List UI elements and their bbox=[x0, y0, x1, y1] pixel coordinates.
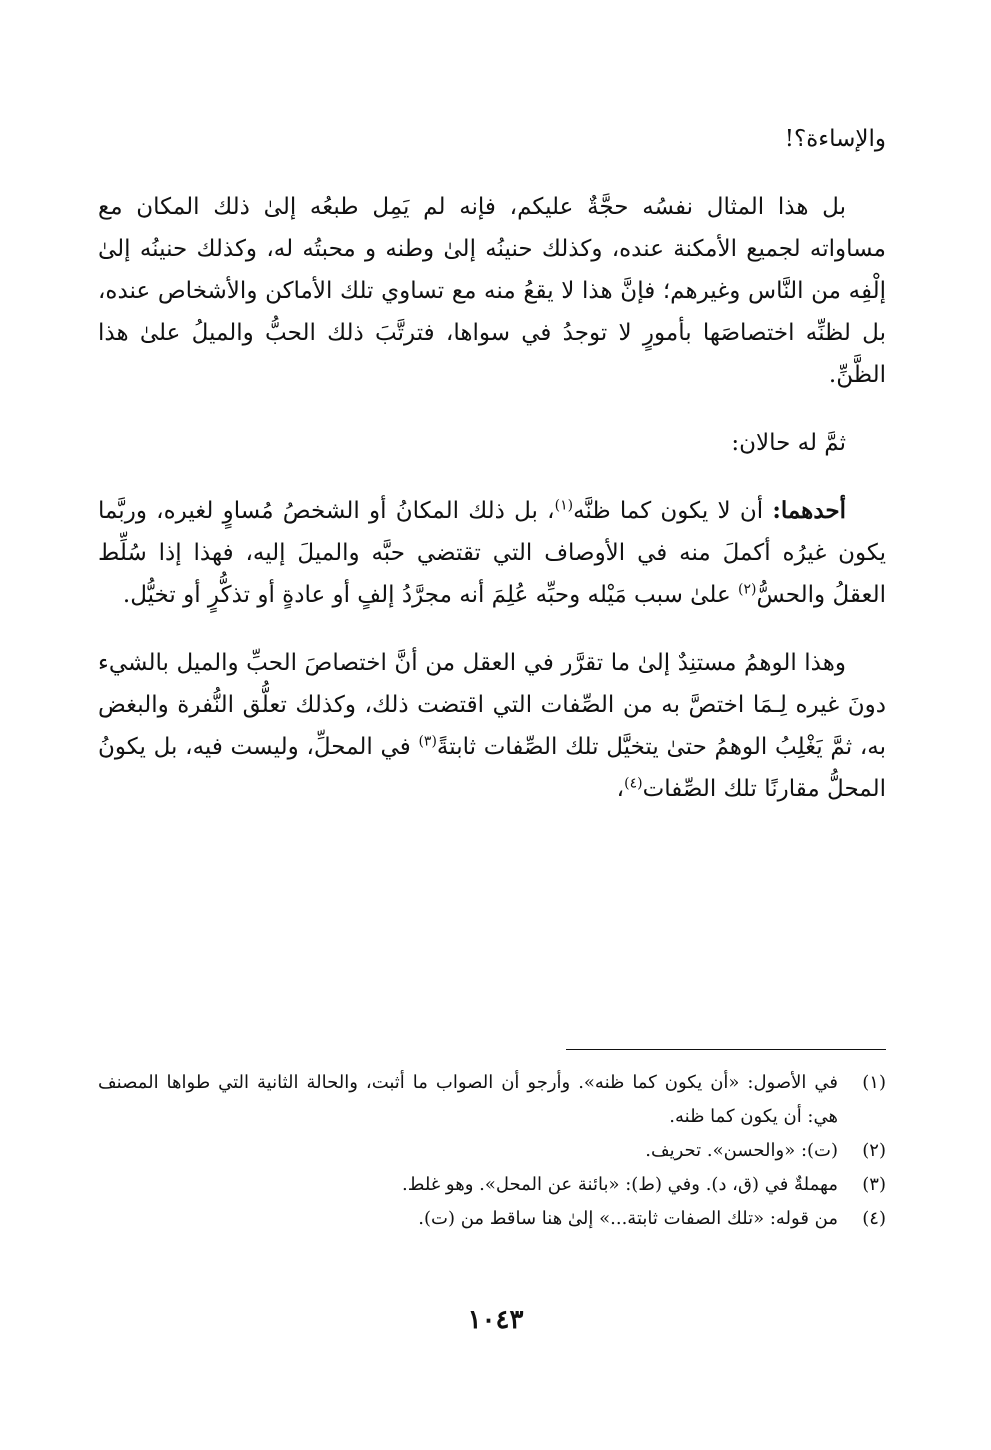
footnote-divider bbox=[566, 1049, 886, 1050]
footnote-number: (٢) bbox=[862, 1140, 886, 1161]
paragraph-illusion bbox=[98, 642, 886, 810]
footnote-4 bbox=[98, 1202, 886, 1236]
footnote-1 bbox=[98, 1066, 886, 1134]
footnote-text: (ت): «والحسن». تحريف. bbox=[645, 1140, 838, 1161]
illusion-text-3: ، bbox=[616, 776, 625, 802]
main-text bbox=[98, 118, 886, 836]
footnote-text: من قوله: «تلك الصفات ثابتة...» إلىٰ هنا ساقط من (ت). bbox=[418, 1208, 838, 1229]
footnote-ref-1[interactable]: (١) bbox=[554, 497, 574, 514]
paragraph-example: بل هذا المثال نفسُه حجَّةٌ عليكم، فإنه لم يَمِل طبعُه إلىٰ ذلك المكان مع مساواته لجميع الأمكنة عنده، وكذلك حنينُه إلىٰ وطنه و محبتُه له، وكذلك حنينُه إلىٰ إلْفِه من النَّاس وغيرهم؛ فإنَّ هذا لا يقعُ منه مع تساوي تلك الأماكن والأشخاص عنده، بل لظنِّه اختصاصَها بأمورٍ لا توجدُ في سواها، فترتَّبَ ذلك الحبُّ والميلُ علىٰ هذا الظَّنِّ. bbox=[98, 194, 886, 388]
footnote-2 bbox=[98, 1134, 886, 1168]
footnote-ref-3[interactable]: (٣) bbox=[418, 733, 437, 750]
footnote-3 bbox=[98, 1168, 886, 1202]
opening-line: والإساءة؟! bbox=[784, 126, 886, 152]
paragraph-two-cases: ثمَّ له حالان: bbox=[731, 430, 846, 456]
footnote-text: مهملةٌ في (ق، د). وفي (ط): «بائنة عن المحل». وهو غلط. bbox=[402, 1174, 838, 1195]
footnote-number: (٤) bbox=[862, 1208, 886, 1229]
footnotes bbox=[98, 1066, 886, 1236]
footnote-number: (٣) bbox=[862, 1174, 886, 1195]
footnote-ref-2[interactable]: (٢) bbox=[737, 581, 757, 598]
page-number: ١٠٤٣ bbox=[467, 1305, 524, 1335]
first-case-text-2: ، بل ذلك المكانُ أو الشخصُ مُساوٍ لغيره، وربَّما يكون غيرُه أكملَ منه في الأوصاف التي تقتضي حبَّه والميلَ إليه، فهذا إذا سُلِّط العقلُ والحسُّ bbox=[98, 498, 886, 608]
illusion-text-1: وهذا الوهمُ مستنِدٌ إلىٰ ما تقرَّر في العقل من أنَّ اختصاصَ الحبِّ والميل بالشيء دونَ غيره لِـمَا اختصَّ به من الصِّفات التي اقتضت ذلك، وكذلك تعلُّق النُّفرة والبغض به، ثمَّ يَغْلِبُ الوهمُ حتىٰ يتخيَّل تلك الصِّفات ثابتةً bbox=[98, 650, 886, 760]
first-case-lead: أحدهما: bbox=[772, 497, 846, 524]
paragraph-first-case bbox=[98, 490, 886, 616]
first-case-text-3: علىٰ سبب مَيْله وحبِّه عُلِمَ أنه مجرَّدُ إلفٍ أو عادةٍ أو تذكُّرٍ أو تخيُّل. bbox=[122, 582, 738, 608]
first-case-text-1: أن لا يكون كما ظنَّه bbox=[573, 498, 773, 524]
footnote-number: (١) bbox=[862, 1072, 886, 1093]
footnote-text: في الأصول: «أن يكون كما ظنه». وأرجو أن الصواب ما أثبت، والحالة الثانية التي طواها المصنف هي: أن يكون كما ظنه. bbox=[98, 1072, 838, 1127]
footnote-ref-4[interactable]: (٤) bbox=[624, 775, 643, 792]
illusion-text-2: في المحلِّ، وليست فيه، بل يكونُ المحلُّ مقارنًا تلك الصِّفات bbox=[98, 734, 886, 802]
